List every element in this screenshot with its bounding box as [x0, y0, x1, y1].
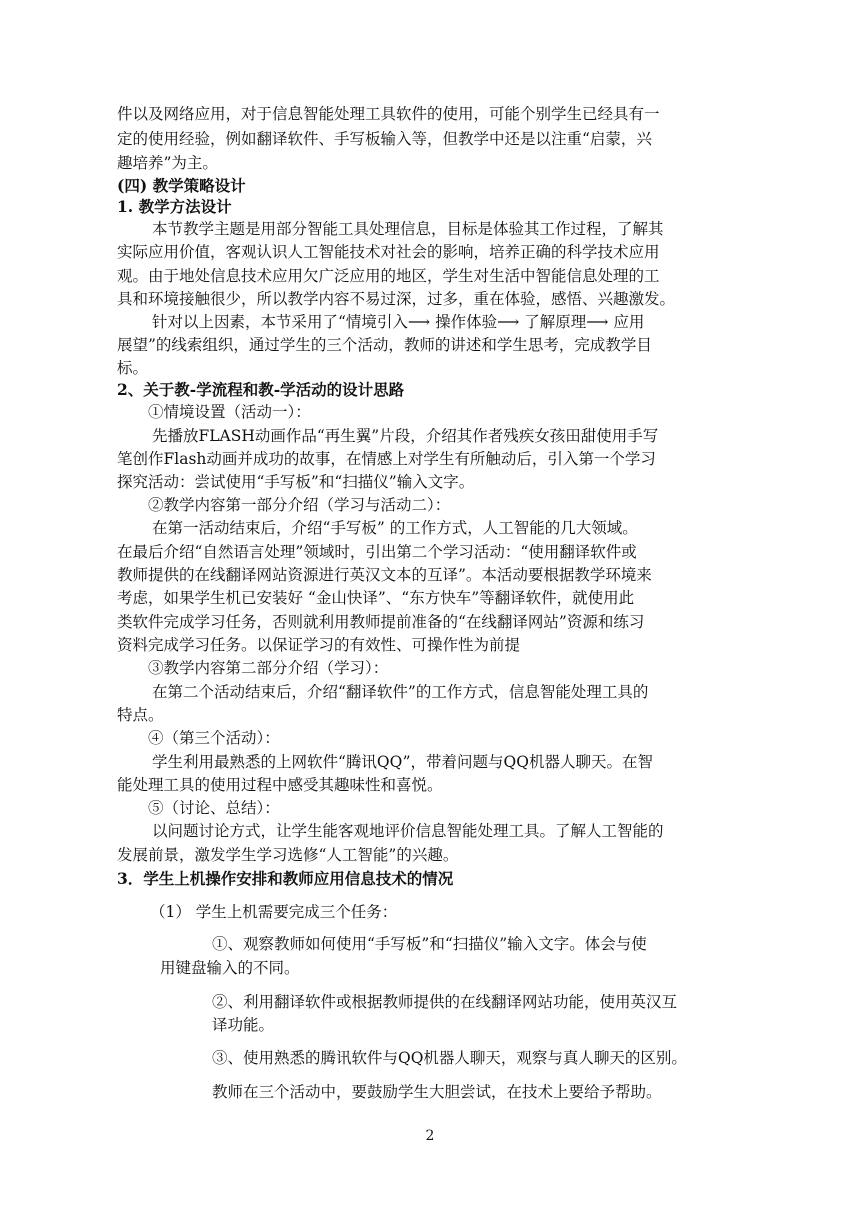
text-line-32: 以问题讨论方式，让学生能客观地评价信息智能处理工具。了解人工智能的: [152, 822, 664, 840]
text-line-27: 特点。: [117, 706, 164, 724]
task-1-line-2: 用键盘输入的不同。: [160, 959, 300, 977]
subheading-lab-arrangement: 3．学生上机操作安排和教师应用信息技术的情况: [117, 869, 454, 888]
text-line-19: 在第一活动结束后，介绍“手写板” 的工作方式，人工智能的几大领域。: [152, 519, 638, 537]
text-line-33: 发展前景，激发学生学习选修“人工智能”的兴趣。: [117, 846, 459, 864]
text-line-15: 先播放FLASH动画作品“再生翼”片段，介绍其作者残疾女孩田甜使用手写: [152, 427, 659, 445]
item-4-heading: ④（第三个活动）：: [148, 729, 280, 747]
text-line-30: 能处理工具的使用过程中感受其趣味性和喜悦。: [117, 776, 443, 794]
subheading-flow-design: 2、关于教-学流程和教-学活动的设计思路: [117, 380, 405, 399]
text-line-1: 件以及网络应用，对于信息智能处理工具软件的使用，可能个别学生已经具有一: [117, 105, 660, 123]
item-3-heading: ③教学内容第二部分介绍（学习）：: [148, 659, 389, 677]
text-line-17: 探究活动：尝试使用“手写板”和“扫描仪”输入文字。: [117, 473, 475, 491]
task-2-line-1: ②、利用翻译软件或根据教师提供的在线翻译网站功能，使用英汉互: [212, 993, 678, 1011]
text-line-9: 具和环境接触很少，所以教学内容不易过深，过多，重在体验，感悟、兴趣激发。: [117, 290, 676, 308]
section-heading-4: (四) 教学策略设计: [117, 176, 246, 195]
text-line-16: 笔创作Flash动画并成功的故事，在情感上对学生有所触动后，引入第一个学习: [117, 450, 656, 468]
text-line-20: 在最后介绍“自然语言处理”领域时，引出第二个学习活动：“使用翻译软件或: [117, 543, 637, 561]
text-line-10: 针对以上因素，本节采用了“情境引入⟶ 操作体验⟶ 了解原理⟶ 应用: [152, 313, 645, 331]
text-line-7: 实际应用价值，客观认识人工智能技术对社会的影响，培养正确的科学技术应用: [117, 243, 660, 261]
teacher-note: 教师在三个活动中，要鼓励学生大胆尝试，在技术上要给予帮助。: [212, 1083, 662, 1101]
text-line-2: 定的使用经验，例如翻译软件、手写板输入等，但教学中还是以注重“启蒙，兴: [117, 130, 652, 148]
text-line-29: 学生利用最熟悉的上网软件“腾讯QQ”，带着问题与QQ机器人聊天。在智: [152, 753, 653, 771]
text-line-26: 在第二个活动结束后，介绍“翻译软件”的工作方式，信息智能处理工具的: [152, 683, 649, 701]
text-line-12: 标。: [117, 359, 149, 377]
item-2-heading: ②教学内容第一部分介绍（学习与活动二）：: [148, 496, 451, 514]
text-line-11: 展望”的线索组织，通过学生的三个活动，教师的讲述和学生思考，完成教学目: [117, 336, 652, 354]
text-line-22: 考虑，如果学生机已安装好 “金山快译”、“东方快车”等翻译软件，就使用此: [117, 589, 635, 607]
page-number: 2: [425, 1128, 435, 1144]
task-3-line: ③、使用熟悉的腾讯软件与QQ机器人聊天，观察与真人聊天的区别。: [212, 1049, 687, 1067]
text-line-8: 观。由于地处信息技术应用欠广泛应用的地区，学生对生活中智能信息处理的工: [117, 267, 660, 285]
task-1-line-1: ①、观察教师如何使用“手写板”和“扫描仪”输入文字。体会与使: [212, 935, 647, 953]
text-line-3: 趣培养”为主。: [117, 154, 218, 172]
task-2-line-2: 译功能。: [212, 1016, 275, 1034]
text-line-24: 资料完成学习任务。以保证学习的有效性、可操作性为前提: [117, 636, 521, 654]
text-line-23: 类软件完成学习任务，否则就利用教师提前准备的“在线翻译网站”资源和练习: [117, 613, 645, 631]
subheading-teaching-method: 1. 教学方法设计: [117, 197, 232, 216]
text-line-21: 教师提供的在线翻译网站资源进行英汉文本的互译”。本活动要根据教学环境来: [117, 566, 652, 584]
task-list-heading: （1） 学生上机需要完成三个任务：: [150, 903, 398, 921]
item-1-heading: ①情境设置（活动一）：: [148, 403, 311, 421]
item-5-heading: ⑤（讨论、总结）：: [148, 799, 280, 817]
text-line-6: 本节教学主题是用部分智能工具处理信息，目标是体验其工作过程，了解其: [152, 220, 664, 238]
